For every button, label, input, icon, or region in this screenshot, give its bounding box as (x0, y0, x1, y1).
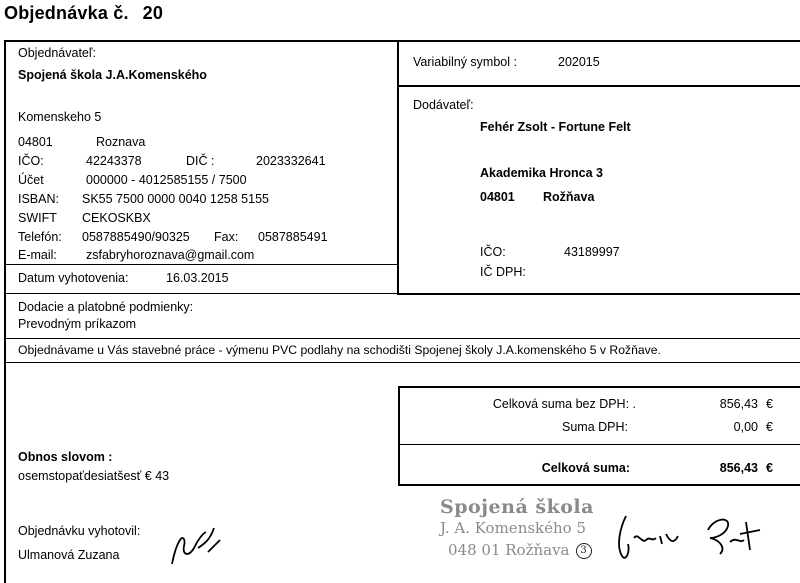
order-bottom-border (4, 362, 800, 363)
order-description: Objednávame u Vás stavebné práce - výmenu PVC podlahy na schodišti Spojenej školy J.A.komenského 5 v Rožňave. (18, 343, 661, 357)
buyer-swift-label: SWIFT (18, 211, 57, 225)
stamp-circle-mark: 3 (576, 543, 592, 559)
totals-top-border (398, 386, 800, 388)
buyer-street: Komenskeho 5 (18, 110, 102, 124)
supplier-zip: 04801 (480, 190, 515, 204)
issuer-label: Objednávku vyhotovil: (18, 524, 141, 538)
date-label: Datum vyhotovenia: (18, 271, 129, 285)
currency-2: € (766, 420, 773, 434)
buyer-ico: 42243378 (86, 154, 142, 168)
supplier-icdph-label: IČ DPH: (480, 265, 526, 279)
date-top-border (4, 264, 398, 265)
supplier-ico-label: IČO: (480, 245, 506, 259)
buyer-dic-label: DIČ : (186, 154, 215, 168)
totals-divider (400, 444, 800, 445)
supplier-name: Fehér Zsolt - Fortune Felt (480, 120, 631, 134)
supplier-city: Rožňava (543, 190, 595, 204)
buyer-swift: CEKOSKBX (82, 211, 151, 225)
buyer-ico-label: IČO: (18, 154, 44, 168)
date-bottom-border (4, 293, 398, 294)
buyer-iban-label: ISBAN: (18, 192, 59, 206)
vat-label: Suma DPH: (562, 420, 628, 434)
grand-total-label: Celková suma: (541, 461, 630, 475)
buyer-phone: 0587885490/90325 (82, 230, 190, 244)
totals-bottom-border (398, 484, 800, 486)
issuer-name: Ulmanová Zuzana (18, 548, 120, 562)
title-label: Objednávka č. (4, 3, 129, 23)
buyer-email-label: E-mail: (18, 248, 57, 262)
buyer-right-border (397, 40, 399, 295)
buyer-account: 000000 - 4012585155 / 7500 (86, 173, 247, 187)
terms-label: Dodacie a platobné podmienky: (18, 300, 194, 314)
variable-symbol-value: 202015 (558, 55, 600, 69)
terms-bottom-border (4, 338, 800, 339)
order-number: 20 (142, 3, 164, 23)
buyer-email: zsfabryhoroznava@gmail.com (86, 248, 255, 262)
buyer-dic: 2023332641 (256, 154, 326, 168)
words-value: osemstopaťdesiatšesť € 43 (18, 469, 170, 483)
total-without-vat-label: Celková suma bez DPH: . (492, 397, 636, 411)
variable-symbol-label: Variabilný symbol : (413, 55, 517, 69)
buyer-iban: SK55 7500 0000 0040 1258 5155 (82, 192, 269, 206)
page-title (4, 3, 163, 24)
grand-total-value: 856,43 (719, 461, 758, 475)
currency-1: € (766, 397, 773, 411)
currency-3: € (766, 461, 773, 475)
buyer-city: Roznava (96, 135, 146, 149)
buyer-name: Spojená škola J.A.Komenského (18, 68, 207, 82)
vat-value: 0,00 (733, 420, 758, 434)
buyer-zip: 04801 (18, 135, 53, 149)
supplier-label: Dodávateľ: (413, 98, 474, 112)
buyer-fax: 0587885491 (258, 230, 328, 244)
stamp-address: 048 01 Rožňava (448, 541, 570, 559)
words-label: Obnos slovom : (18, 450, 113, 464)
issuer-signature (168, 518, 228, 568)
terms-value: Prevodným príkazom (18, 317, 137, 331)
buyer-phone-label: Telefón: (18, 230, 62, 244)
outer-top-border (4, 40, 800, 42)
stamp-line-3 (448, 541, 592, 559)
buyer-account-label: Účet (18, 173, 44, 187)
supplier-bottom-border (397, 293, 800, 295)
buyer-label: Objednávateľ: (18, 46, 97, 60)
total-without-vat-value: 856,43 (719, 397, 758, 411)
totals-left-border (398, 386, 400, 486)
buyer-fax-label: Fax: (214, 230, 239, 244)
stamp-line-1: Spojená škola (440, 496, 594, 518)
supplier-street: Akademika Hronca 3 (480, 166, 603, 180)
vs-bottom-border (397, 85, 800, 87)
outer-left-border (4, 40, 6, 583)
supplier-ico: 43189997 (564, 245, 620, 259)
date-value: 16.03.2015 (166, 271, 229, 285)
stamp-line-2: J. A. Komenského 5 (440, 519, 587, 537)
director-signature (612, 508, 782, 568)
